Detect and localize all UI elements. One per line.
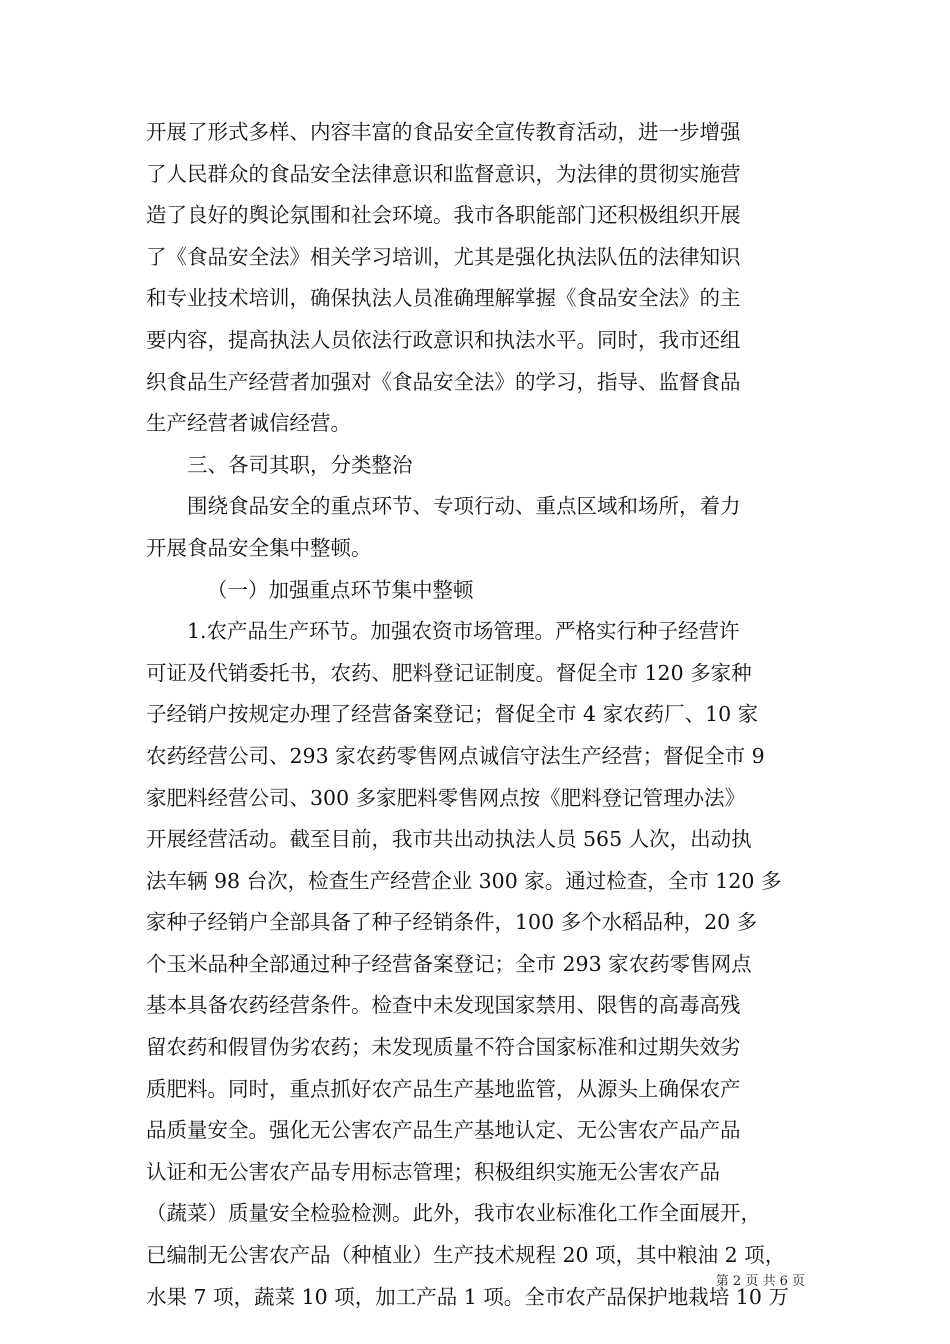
text-line: 1.农产品生产环节。加强农资市场管理。严格实行种子经营许 (187, 619, 740, 644)
text-line: 开展经营活动。截至目前，我市共出动执法人员 565 人次，出动执 (146, 827, 752, 852)
text-line: 生产经营者诚信经营。 (146, 411, 351, 436)
section-heading: 三、各司其职，分类整治 (187, 452, 413, 477)
text-line: 家肥料经营公司、300 多家肥料零售网点按《肥料登记管理办法》 (146, 785, 746, 810)
text-line: 开展食品安全集中整顿。 (146, 535, 372, 560)
text-line: 可证及代销委托书，农药、肥料登记证制度。督促全市 120 多家种 (146, 660, 752, 685)
text-line: 个玉米品种全部通过种子经营备案登记；全市 293 家农药零售网点 (146, 951, 752, 976)
text-line: 水果 7 项，蔬菜 10 项，加工产品 1 项。全市农产品保护地栽培 10 万 (146, 1284, 789, 1309)
text-line: 和专业技术培训，确保执法人员准确理解掌握《食品安全法》的主 (146, 286, 741, 311)
text-line: 农药经营公司、293 家农药零售网点诚信守法生产经营；督促全市 9 (146, 743, 765, 768)
text-line: 法车辆 98 台次，检查生产经营企业 300 家。通过检查，全市 120 多 (146, 868, 782, 893)
page-number: 第 2 页 共 6 页 (715, 1274, 805, 1289)
text-line: （蔬菜）质量安全检验检测。此外，我市农业标准化工作全面展开， (146, 1201, 761, 1226)
text-line: 围绕食品安全的重点环节、专项行动、重点区域和场所，着力 (187, 494, 741, 519)
text-line: 了人民群众的食品安全法律意识和监督意识，为法律的贯彻实施营 (146, 161, 741, 186)
text-line: 家种子经销户全部具备了种子经销条件，100 多个水稻品种，20 多 (146, 910, 758, 935)
text-line: 子经销户按规定办理了经营备案登记；督促全市 4 家农药厂、10 家 (146, 702, 759, 727)
text-line: 织食品生产经营者加强对《食品安全法》的学习，指导、监督食品 (146, 369, 741, 394)
text-line: 开展了形式多样、内容丰富的食品安全宣传教育活动，进一步增强 (146, 120, 741, 144)
text-line: 认证和无公害农产品专用标志管理；积极组织实施无公害农产品 (146, 1159, 720, 1184)
text-line: 了《食品安全法》相关学习培训，尤其是强化执法队伍的法律知识 (146, 244, 741, 269)
text-line: 基本具备农药经营条件。检查中未发现国家禁用、限售的高毒高残 (146, 993, 741, 1018)
subsection-heading: （一）加强重点环节集中整顿 (207, 577, 474, 602)
text-line: 质肥料。同时，重点抓好农产品生产基地监管，从源头上确保农产 (146, 1076, 741, 1101)
text-line: 留农药和假冒伪劣农药；未发现质量不符合国家标准和过期失效劣 (146, 1035, 741, 1060)
text-line: 要内容，提高执法人员依法行政意识和执法水平。同时，我市还组 (146, 327, 741, 352)
text-line: 已编制无公害农产品（种植业）生产技术规程 20 项，其中粮油 2 项， (146, 1243, 786, 1268)
body-text (146, 112, 806, 1318)
text-line: 品质量安全。强化无公害农产品生产基地认定、无公害农产品产品 (146, 1118, 741, 1143)
text-line: 造了良好的舆论氛围和社会环境。我市各职能部门还积极组织开展 (146, 203, 741, 228)
